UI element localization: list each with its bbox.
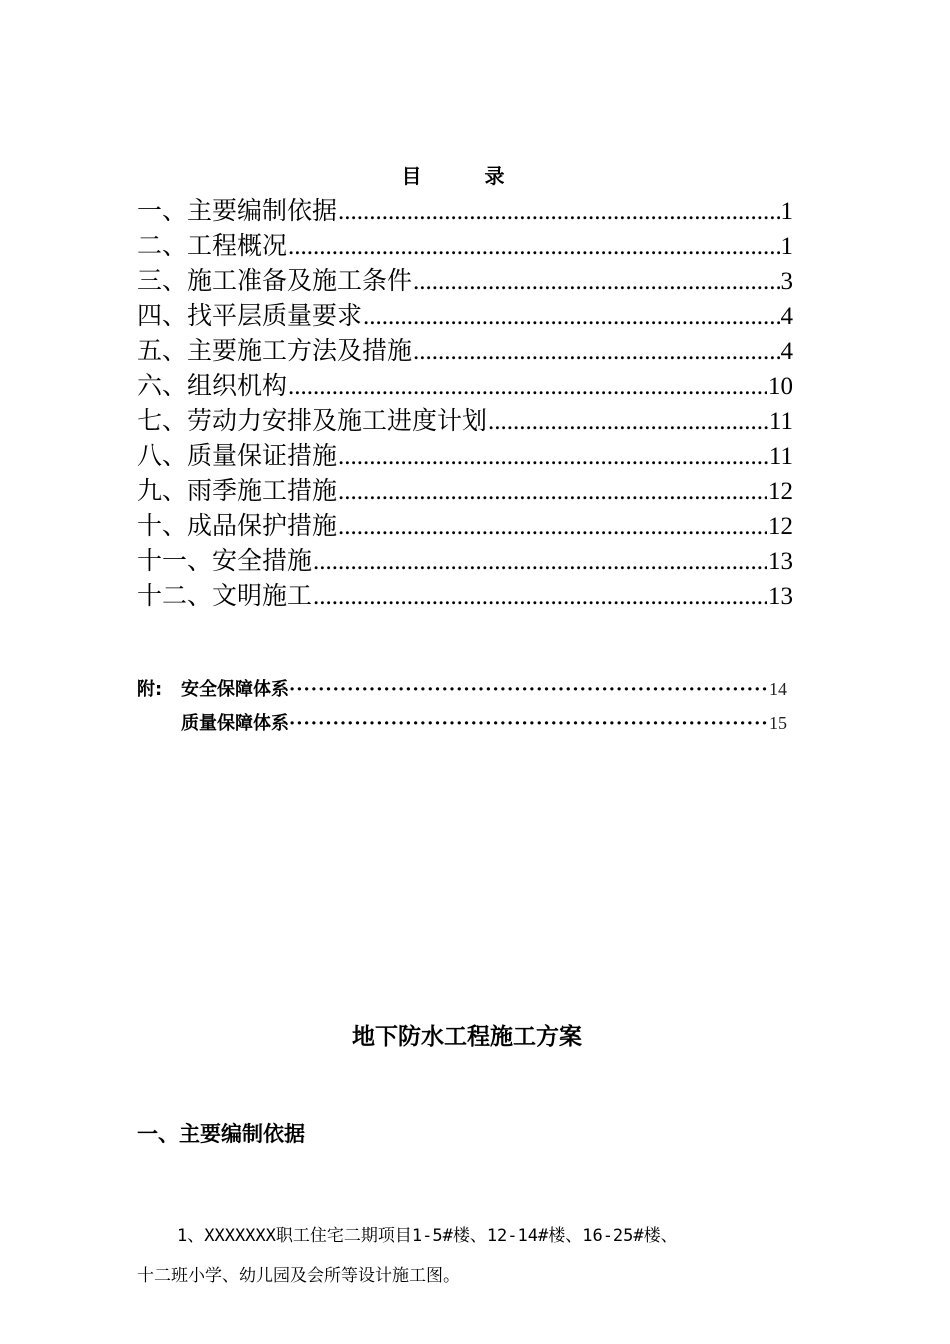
toc-entry[interactable] (137, 403, 793, 438)
appendix-leader-dots (289, 707, 769, 741)
toc-entry-label: 八、质量保证措施 (137, 441, 338, 470)
toc-entry-label: 七、劳动力安排及施工进度计划 (137, 406, 488, 435)
body-paragraph (137, 1216, 817, 1296)
appendix-entry[interactable] (137, 672, 787, 706)
appendix-entry-label: 质量保障体系 (181, 713, 289, 734)
toc-leader-dots (338, 439, 768, 474)
toc-title: 目 录 (401, 164, 533, 188)
toc-entry-page: 1 (780, 198, 793, 225)
toc-entry[interactable] (137, 473, 793, 508)
toc-entry-label: 九、雨季施工措施 (137, 476, 338, 505)
toc-entry[interactable] (137, 298, 793, 333)
toc-entry-label: 三、施工准备及施工条件 (137, 266, 413, 295)
toc-entry-page: 1 (780, 233, 793, 260)
toc-leader-dots (363, 299, 779, 334)
appendix-prefix: 附: (137, 679, 163, 700)
toc-entry-page: 13 (768, 583, 793, 610)
toc-leader-dots (338, 194, 779, 229)
toc-entry[interactable] (137, 228, 793, 263)
toc-entry-page: 13 (768, 548, 793, 575)
toc-entry-label: 十一、安全措施 (137, 546, 313, 575)
appendix-entry-label: 安全保障体系 (181, 679, 289, 700)
toc-leader-dots (313, 544, 767, 579)
toc-entry-page: 12 (768, 478, 793, 505)
toc-entry-page: 3 (780, 268, 793, 295)
toc-entry-label: 十、成品保护措施 (137, 511, 338, 540)
toc-leader-dots (288, 229, 779, 264)
toc-entry-page: 12 (768, 513, 793, 540)
paragraph-line-text: 1、XXXXXXX职工住宅二期项目1-5#楼、12-14#楼、16-25#楼、 (177, 1226, 678, 1246)
appendix-leader-dots (289, 673, 769, 707)
toc-entry[interactable] (137, 578, 793, 613)
appendix-entry[interactable] (137, 706, 787, 740)
toc-entry[interactable] (137, 333, 793, 368)
toc-entry[interactable] (137, 193, 793, 228)
toc-entry[interactable] (137, 543, 793, 578)
toc-leader-dots (338, 509, 767, 544)
toc-entry-label: 五、主要施工方法及措施 (137, 336, 413, 365)
toc-entry-label: 二、工程概况 (137, 231, 288, 260)
paragraph-line (137, 1216, 817, 1256)
table-of-contents (137, 193, 793, 613)
toc-entry-page: 4 (780, 338, 793, 365)
toc-entry-label: 十二、文明施工 (137, 581, 313, 610)
toc-leader-dots (413, 334, 779, 369)
section-heading: 一、主要编制依据 (137, 1122, 305, 1146)
toc-entry-label: 四、找平层质量要求 (137, 301, 363, 330)
appendix-list (137, 672, 787, 740)
toc-entry[interactable] (137, 263, 793, 298)
toc-leader-dots (338, 474, 767, 509)
toc-entry[interactable] (137, 508, 793, 543)
toc-leader-dots (488, 404, 768, 439)
toc-entry-page: 11 (768, 443, 793, 470)
toc-leader-dots (288, 369, 767, 404)
appendix-entry-page: 14 (769, 679, 787, 699)
toc-entry[interactable] (137, 368, 793, 403)
paragraph-line: 十二班小学、幼儿园及会所等设计施工图。 (137, 1266, 460, 1286)
toc-entry[interactable] (137, 438, 793, 473)
toc-entry-page: 10 (768, 373, 793, 400)
document-title: 地下防水工程施工方案 (352, 1024, 582, 1050)
toc-leader-dots (313, 579, 767, 614)
appendix-entry-page: 15 (769, 713, 787, 733)
toc-entry-label: 六、组织机构 (137, 371, 288, 400)
toc-leader-dots (413, 264, 779, 299)
toc-entry-page: 4 (780, 303, 793, 330)
toc-entry-page: 11 (768, 408, 793, 435)
toc-entry-label: 一、主要编制依据 (137, 196, 338, 225)
